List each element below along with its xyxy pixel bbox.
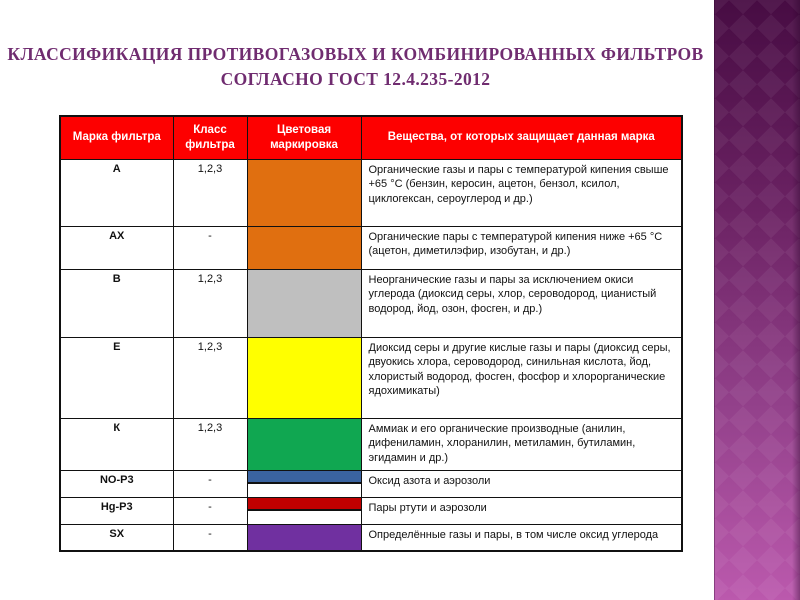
color-swatch	[248, 498, 361, 512]
class-cell: 1,2,3	[173, 418, 247, 470]
color-swatch-cell	[247, 497, 361, 524]
mark-cell: К	[60, 418, 173, 470]
header-substances: Вещества, от которых защищает данная марка	[361, 116, 682, 159]
color-swatch-cell	[247, 226, 361, 269]
mark-cell: Е	[60, 337, 173, 418]
class-cell: 1,2,3	[173, 269, 247, 337]
filter-classification-table	[59, 115, 683, 552]
table-row	[60, 470, 682, 497]
color-swatch	[248, 270, 361, 337]
slide-title-line2: СОГЛАСНО ГОСТ 12.4.235-2012	[220, 68, 491, 89]
description-cell: Оксид азота и аэрозоли	[361, 470, 682, 497]
class-cell: 1,2,3	[173, 159, 247, 226]
class-cell: -	[173, 497, 247, 524]
color-swatch-cell	[247, 470, 361, 497]
color-swatch	[248, 419, 361, 470]
class-cell: -	[173, 524, 247, 551]
color-swatch	[248, 525, 361, 551]
color-swatch	[248, 227, 361, 269]
table-header-row	[60, 116, 682, 159]
table-row	[60, 337, 682, 418]
filter-classification-table-container	[59, 115, 683, 552]
filter-table-body	[60, 159, 682, 551]
table-row	[60, 418, 682, 470]
color-swatch	[248, 471, 361, 485]
table-row	[60, 269, 682, 337]
description-cell: Диоксид серы и другие кислые газы и пары (диоксид серы, двуокись хлора, сероводород, синильная кислота, йод, хлористый водород, фосген, фосфор и хлорорганические ядохимикаты)	[361, 337, 682, 418]
description-cell: Органические газы и пары с температурой кипения свыше +65 °С (бензин, керосин, ацетон, бензол, ксилол, циклогексан, сероуглерод и др.)	[361, 159, 682, 226]
table-row	[60, 226, 682, 269]
table-row	[60, 524, 682, 551]
decorative-sidebar	[711, 0, 800, 600]
color-swatch-cell	[247, 337, 361, 418]
color-swatch-cell	[247, 524, 361, 551]
table-row	[60, 159, 682, 226]
header-class: Класс фильтра	[173, 116, 247, 159]
sidebar-gradient	[714, 0, 800, 600]
slide-title	[0, 42, 711, 91]
header-color-marking: Цветовая маркировка	[247, 116, 361, 159]
description-cell: Неорганические газы и пары за исключением окиси углерода (диоксид серы, хлор, сероводород, цианистый водород, йод, озон, фосген, и др.)	[361, 269, 682, 337]
mark-cell: АХ	[60, 226, 173, 269]
class-cell: -	[173, 470, 247, 497]
mark-cell: NO-P3	[60, 470, 173, 497]
mark-cell: Hg-P3	[60, 497, 173, 524]
class-cell: -	[173, 226, 247, 269]
description-cell: Определённые газы и пары, в том числе оксид углерода	[361, 524, 682, 551]
table-row	[60, 497, 682, 524]
class-cell: 1,2,3	[173, 337, 247, 418]
color-swatch-cell	[247, 159, 361, 226]
color-swatch	[248, 338, 361, 418]
color-swatch	[248, 160, 361, 226]
color-swatch-cell	[247, 418, 361, 470]
description-cell: Аммиак и его органические производные (анилин, дифениламин, хлоранилин, метиламин, бутиламин, эгидамин и др.)	[361, 418, 682, 470]
mark-cell: В	[60, 269, 173, 337]
mark-cell: SX	[60, 524, 173, 551]
slide-title-line1: КЛАССИФИКАЦИЯ ПРОТИВОГАЗОВЫХ И КОМБИНИРОВАННЫХ ФИЛЬТРОВ	[7, 44, 704, 64]
mark-cell: А	[60, 159, 173, 226]
description-cell: Органические пары с температурой кипения ниже +65 °С (ацетон, диметилэфир, изобутан, и др.)	[361, 226, 682, 269]
color-swatch-cell	[247, 269, 361, 337]
header-mark: Марка фильтра	[60, 116, 173, 159]
description-cell: Пары ртути и аэрозоли	[361, 497, 682, 524]
